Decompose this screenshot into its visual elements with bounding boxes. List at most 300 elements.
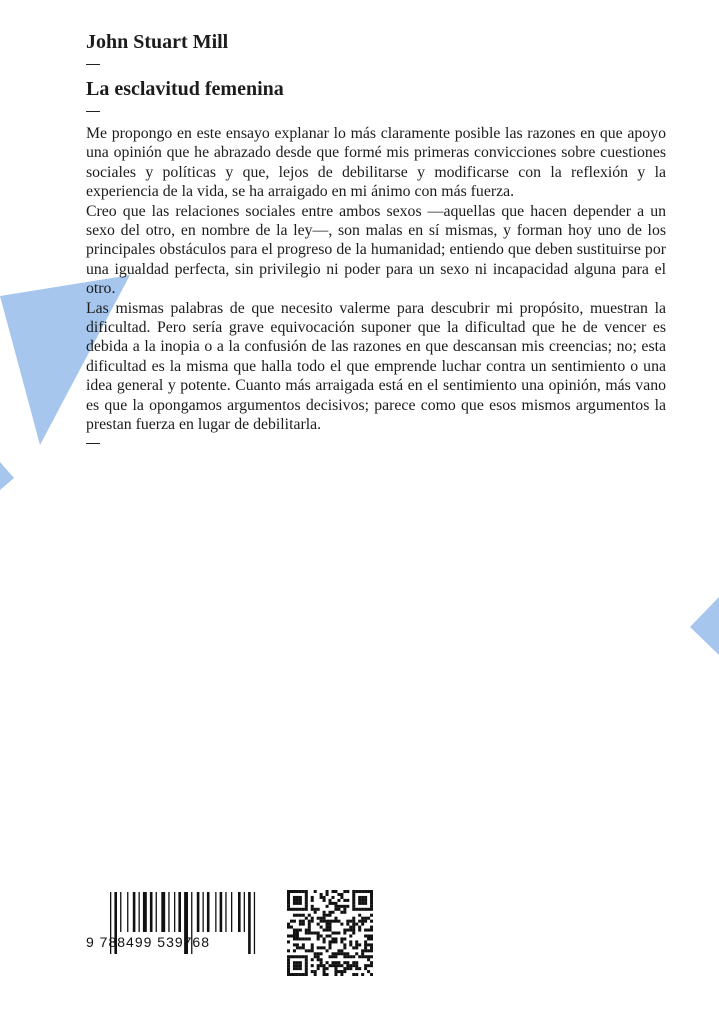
barcode-bar (215, 892, 216, 932)
qr-module (317, 946, 320, 949)
qr-module (343, 908, 346, 911)
qr-module (320, 893, 323, 896)
qr-module (346, 929, 349, 932)
blue-triangle-right (690, 597, 719, 655)
qr-module (370, 893, 373, 896)
qr-module (334, 964, 337, 967)
qr-module (358, 920, 361, 923)
qr-module (346, 905, 349, 908)
qr-module (334, 917, 337, 920)
qr-module (358, 890, 361, 893)
qr-module (343, 937, 346, 940)
qr-module (352, 890, 355, 893)
qr-module (299, 955, 302, 958)
barcode-bar (207, 892, 210, 932)
qr-module (299, 961, 302, 964)
qr-module (340, 940, 343, 943)
qr-module (364, 955, 367, 958)
qr-module (296, 973, 299, 976)
qr-module (364, 890, 367, 893)
qr-module (364, 920, 367, 923)
qr-module (320, 946, 323, 949)
qr-module (329, 955, 332, 958)
qr-module (311, 964, 314, 967)
qr-module (287, 964, 290, 967)
qr-module (349, 934, 352, 937)
qr-module (352, 932, 355, 935)
qr-module (337, 949, 340, 952)
qr-module (340, 964, 343, 967)
qr-module (326, 923, 329, 926)
qr-module (343, 955, 346, 958)
qr-module (343, 961, 346, 964)
qr-module (352, 923, 355, 926)
qr-module (305, 908, 308, 911)
qr-module (355, 973, 358, 976)
qr-module (370, 934, 373, 937)
qr-module (305, 958, 308, 961)
qr-module (334, 937, 337, 940)
qr-module (340, 905, 343, 908)
isbn-number: 9 788499 539768 (86, 934, 210, 950)
qr-module (343, 932, 346, 935)
qr-module (334, 932, 337, 935)
qr-module (334, 940, 337, 943)
qr-module (305, 973, 308, 976)
qr-module (329, 911, 332, 914)
qr-module (287, 926, 290, 929)
qr-module (323, 967, 326, 970)
qr-module (290, 890, 293, 893)
qr-module (287, 973, 290, 976)
qr-module (302, 923, 305, 926)
qr-module (302, 920, 305, 923)
qr-module (370, 920, 373, 923)
qr-module (364, 949, 367, 952)
qr-module (337, 908, 340, 911)
qr-module (331, 952, 334, 955)
qr-module (305, 932, 308, 935)
qr-module (287, 967, 290, 970)
qr-module (358, 902, 361, 905)
qr-module (352, 893, 355, 896)
author-name: John Stuart Mill (86, 31, 229, 53)
qr-module (302, 914, 305, 917)
qr-module (343, 946, 346, 949)
qr-module (343, 929, 346, 932)
qr-module (364, 940, 367, 943)
qr-module (349, 967, 352, 970)
qr-module (346, 890, 349, 893)
qr-module (343, 911, 346, 914)
qr-code-icon (287, 890, 373, 976)
qr-module (334, 967, 337, 970)
qr-module (370, 890, 373, 893)
qr-module (287, 893, 290, 896)
qr-module (337, 952, 340, 955)
qr-module (320, 952, 323, 955)
qr-module (323, 920, 326, 923)
qr-module (337, 920, 340, 923)
qr-module (299, 923, 302, 926)
qr-module (349, 920, 352, 923)
qr-module (326, 949, 329, 952)
qr-module (326, 920, 329, 923)
qr-module (352, 946, 355, 949)
qr-module (287, 899, 290, 902)
qr-module (314, 932, 317, 935)
qr-module (352, 973, 355, 976)
book-title: La esclavitud femenina (86, 78, 284, 100)
qr-module (287, 940, 290, 943)
qr-module (334, 970, 337, 973)
qr-module (331, 955, 334, 958)
qr-module (293, 943, 296, 946)
qr-module (290, 934, 293, 937)
qr-module (296, 932, 299, 935)
qr-module (364, 967, 367, 970)
qr-module (311, 920, 314, 923)
qr-module (308, 914, 311, 917)
qr-module (302, 955, 305, 958)
qr-module (329, 923, 332, 926)
qr-module (367, 958, 370, 961)
qr-module (293, 967, 296, 970)
qr-module (299, 908, 302, 911)
qr-module (293, 920, 296, 923)
qr-module (361, 896, 364, 899)
qr-module (364, 896, 367, 899)
qr-module (329, 929, 332, 932)
qr-module (331, 964, 334, 967)
qr-module (314, 911, 317, 914)
qr-module (308, 949, 311, 952)
qr-module (293, 961, 296, 964)
synopsis-paragraph-3: Las mismas palabras de que necesito valerme para descubrir mi propósito, muestran la dificultad. Pero sería grave equivocación suponer que la dificultad que he de vencer es debida a la inopia o a la confusión de las razones en que descansan mis creencias; no; esta dificultad es la misma que halla todo el que emprende luchar contra un sentimiento o una idea general y potente. Cuanto más arraigada está en el sentimiento una opinión, más vano es que la opongamos argumentos decisivos; parece como que esos mismos argumentos la prestan fuerza en lugar de debilitarla. (86, 299, 666, 434)
qr-module (326, 890, 329, 893)
qr-module (355, 952, 358, 955)
qr-module (308, 929, 311, 932)
qr-module (370, 902, 373, 905)
qr-module (317, 917, 320, 920)
qr-module (329, 934, 332, 937)
back-cover-text (86, 30, 666, 456)
qr-module (355, 967, 358, 970)
qr-module (314, 970, 317, 973)
qr-module (287, 955, 290, 958)
qr-module (305, 961, 308, 964)
qr-module (370, 926, 373, 929)
qr-module (311, 917, 314, 920)
qr-module (293, 973, 296, 976)
barcode-bar (244, 892, 245, 932)
qr-module (311, 970, 314, 973)
barcode-bar (220, 892, 223, 932)
qr-module (311, 943, 314, 946)
qr-module (370, 896, 373, 899)
qr-module (370, 949, 373, 952)
qr-module (290, 920, 293, 923)
qr-module (329, 920, 332, 923)
qr-module (346, 923, 349, 926)
barcode-bar (143, 892, 147, 932)
qr-module (320, 934, 323, 937)
qr-module (352, 920, 355, 923)
qr-module (349, 943, 352, 946)
qr-module (355, 946, 358, 949)
qr-module (302, 937, 305, 940)
qr-module (320, 917, 323, 920)
qr-module (287, 923, 290, 926)
qr-module (367, 934, 370, 937)
qr-module (290, 908, 293, 911)
qr-module (311, 949, 314, 952)
qr-module (334, 952, 337, 955)
qr-module (311, 899, 314, 902)
qr-module (293, 914, 296, 917)
qr-module (323, 940, 326, 943)
qr-module (326, 973, 329, 976)
qr-module (308, 926, 311, 929)
qr-module (320, 958, 323, 961)
synopsis-paragraph-2: Creo que las relaciones sociales entre ambos sexos —aquellas que hacen depender a un sexo del otro, en nombre de la ley—, son malas en sí mismas, y forman hoy uno de los principales obstáculos para el progreso de la humanidad; entiendo que deben sustituirse por una igualdad perfecta, sin privilegio ni poder para un sexo ni incapacidad alguna para el otro. (86, 202, 666, 298)
qr-module (311, 908, 314, 911)
qr-module (364, 902, 367, 905)
qr-module (287, 934, 290, 937)
qr-module (331, 911, 334, 914)
qr-module (323, 973, 326, 976)
qr-module (317, 923, 320, 926)
qr-module (370, 961, 373, 964)
qr-module (290, 973, 293, 976)
qr-module (320, 961, 323, 964)
qr-module (343, 899, 346, 902)
qr-module (293, 955, 296, 958)
qr-module (370, 899, 373, 902)
qr-module (323, 911, 326, 914)
qr-module (323, 914, 326, 917)
barcode-bar (120, 892, 121, 932)
qr-module (299, 973, 302, 976)
qr-module (296, 961, 299, 964)
qr-module (302, 890, 305, 893)
qr-module (346, 920, 349, 923)
qr-module (361, 899, 364, 902)
qr-module (346, 899, 349, 902)
qr-module (370, 946, 373, 949)
qr-module (337, 961, 340, 964)
qr-module (311, 896, 314, 899)
qr-module (311, 905, 314, 908)
qr-module (352, 964, 355, 967)
qr-module (355, 961, 358, 964)
qr-module (287, 902, 290, 905)
qr-module (317, 955, 320, 958)
qr-module (355, 908, 358, 911)
qr-module (352, 902, 355, 905)
qr-module (352, 899, 355, 902)
qr-module (299, 920, 302, 923)
qr-module (367, 949, 370, 952)
qr-module (326, 914, 329, 917)
qr-module (346, 964, 349, 967)
qr-module (299, 929, 302, 932)
qr-module (370, 905, 373, 908)
qr-module (329, 914, 332, 917)
qr-module (370, 914, 373, 917)
qr-module (293, 890, 296, 893)
qr-module (331, 902, 334, 905)
qr-module (358, 899, 361, 902)
qr-module (370, 943, 373, 946)
qr-module (326, 905, 329, 908)
qr-module (352, 955, 355, 958)
qr-module (296, 964, 299, 967)
qr-module (367, 943, 370, 946)
qr-module (367, 964, 370, 967)
qr-module (305, 949, 308, 952)
qr-module (293, 902, 296, 905)
qr-module (364, 929, 367, 932)
qr-module (320, 920, 323, 923)
qr-module (287, 970, 290, 973)
qr-module (346, 967, 349, 970)
qr-module (343, 905, 346, 908)
qr-module (305, 917, 308, 920)
qr-module (358, 943, 361, 946)
qr-module (370, 929, 373, 932)
qr-module (358, 914, 361, 917)
qr-module (329, 940, 332, 943)
qr-module (296, 914, 299, 917)
qr-module (293, 949, 296, 952)
qr-module (311, 946, 314, 949)
qr-module (329, 902, 332, 905)
qr-module (343, 967, 346, 970)
qr-module (329, 943, 332, 946)
qr-module (296, 946, 299, 949)
qr-module (323, 970, 326, 973)
qr-module (349, 940, 352, 943)
qr-module (299, 902, 302, 905)
barcode-bar (231, 892, 232, 932)
qr-module (355, 964, 358, 967)
qr-module (296, 890, 299, 893)
qr-module (308, 937, 311, 940)
qr-module (317, 958, 320, 961)
blue-sliver-left (0, 462, 14, 490)
qr-module (364, 934, 367, 937)
qr-module (337, 899, 340, 902)
qr-module (367, 908, 370, 911)
qr-module (361, 908, 364, 911)
synopsis-paragraph-1: Me propongo en este ensayo explanar lo más claramente posible las razones en que apoyo una opinión que he abrazado desde que formé mis primeras convicciones sobre cuestiones sociales y políticas y que, lejos de debilitarse y modificarse con la reflexión y la experiencia de la vida, se ha arraigado en mi ánimo con más fuerza. (86, 125, 666, 201)
qr-module (320, 926, 323, 929)
qr-module (334, 961, 337, 964)
qr-module (296, 967, 299, 970)
qr-module (340, 923, 343, 926)
qr-module (326, 934, 329, 937)
qr-module (305, 893, 308, 896)
qr-module (337, 905, 340, 908)
qr-module (305, 905, 308, 908)
qr-module (299, 914, 302, 917)
qr-module (331, 940, 334, 943)
qr-module (334, 955, 337, 958)
qr-module (305, 929, 308, 932)
qr-module (323, 899, 326, 902)
qr-module (364, 943, 367, 946)
barcode-bar (168, 892, 169, 932)
barcode-bar (174, 892, 175, 932)
qr-module (302, 943, 305, 946)
qr-module (331, 961, 334, 964)
qr-module (293, 964, 296, 967)
qr-module (343, 890, 346, 893)
qr-module (323, 917, 326, 920)
qr-module (305, 970, 308, 973)
barcode-bar (150, 892, 153, 932)
qr-module (349, 955, 352, 958)
barcode-bar (161, 892, 165, 932)
qr-module (346, 961, 349, 964)
qr-module (326, 926, 329, 929)
qr-module (323, 964, 326, 967)
qr-module (299, 896, 302, 899)
qr-module (340, 952, 343, 955)
qr-module (317, 908, 320, 911)
qr-module (346, 952, 349, 955)
barcode-bar (238, 892, 241, 932)
qr-module (287, 958, 290, 961)
qr-module (308, 932, 311, 935)
qr-module (305, 902, 308, 905)
qr-module (305, 967, 308, 970)
qr-module (361, 973, 364, 976)
qr-module (299, 899, 302, 902)
qr-module (293, 934, 296, 937)
qr-module (331, 937, 334, 940)
qr-module (296, 908, 299, 911)
dash-divider (86, 64, 100, 65)
qr-module (367, 937, 370, 940)
qr-module (370, 908, 373, 911)
qr-module (314, 973, 317, 976)
qr-module (331, 890, 334, 893)
qr-module (358, 896, 361, 899)
qr-module (326, 929, 329, 932)
qr-module (364, 946, 367, 949)
qr-module (361, 902, 364, 905)
qr-module (296, 955, 299, 958)
qr-module (329, 899, 332, 902)
qr-module (302, 908, 305, 911)
qr-module (299, 964, 302, 967)
qr-module (340, 911, 343, 914)
qr-module (293, 896, 296, 899)
qr-module (337, 932, 340, 935)
qr-module (361, 955, 364, 958)
qr-module (367, 917, 370, 920)
qr-module (299, 967, 302, 970)
qr-module (293, 908, 296, 911)
barcode-bar (133, 892, 136, 932)
qr-module (340, 893, 343, 896)
qr-module (364, 899, 367, 902)
qr-module (305, 899, 308, 902)
qr-module (314, 908, 317, 911)
qr-module (314, 955, 317, 958)
